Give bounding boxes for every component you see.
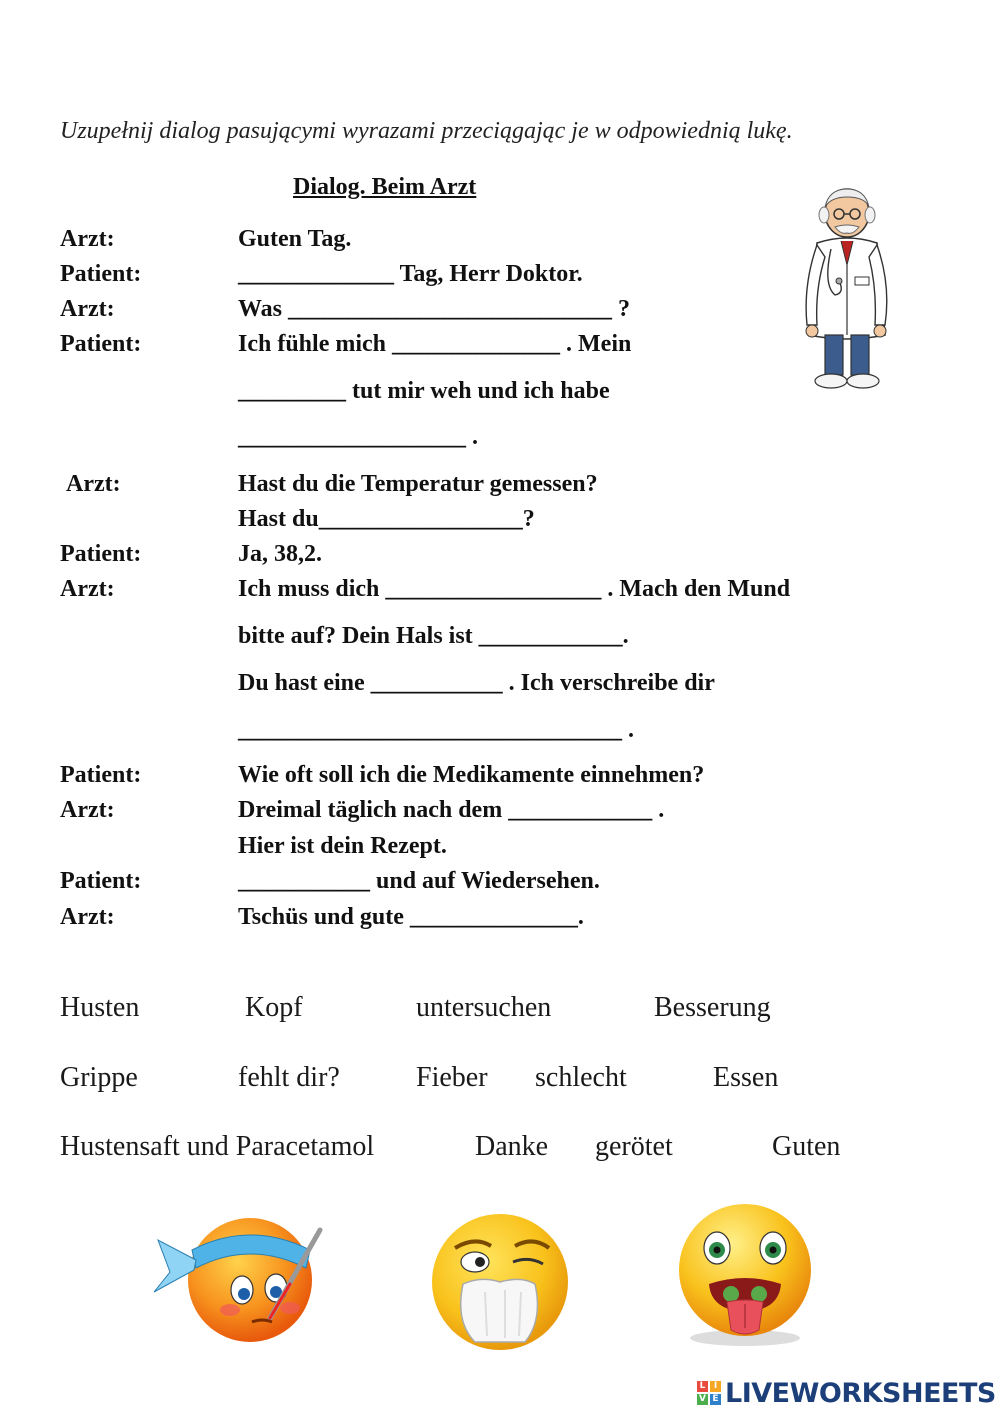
doctor-illustration — [795, 185, 895, 395]
dialog-line-gap[interactable]: bitte auf? Dein Hals ist ____________. — [238, 623, 629, 649]
speaker-label: Arzt: — [60, 296, 115, 322]
dialog-line-gap[interactable]: _____________ Tag, Herr Doktor. — [238, 261, 583, 287]
dialog-line-gap[interactable]: Tschüs und gute ______________. — [238, 904, 584, 930]
dialog-line-gap[interactable]: Hast du_________________? — [238, 506, 535, 532]
dialog-line: Hier ist dein Rezept. — [238, 833, 447, 859]
dialog-title: Dialog. Beim Arzt — [293, 174, 477, 200]
dialog-line: Ja, 38,2. — [238, 541, 322, 567]
dialog-line-gap[interactable]: Was ___________________________ ? — [238, 296, 631, 322]
speaker-label: Patient: — [60, 541, 142, 567]
instruction-text: Uzupełnij dialog pasującymi wyrazami przeciągając je w odpowiednią lukę. — [60, 118, 793, 144]
liveworksheets-logo — [697, 1376, 996, 1410]
word-bank-item[interactable]: Husten — [60, 992, 140, 1023]
speaker-label: Patient: — [60, 331, 142, 357]
word-bank-item[interactable]: fehlt dir? — [238, 1062, 340, 1093]
word-bank-item[interactable]: Besserung — [654, 992, 771, 1023]
dialog-line-gap[interactable]: _________ tut mir weh und ich habe — [238, 378, 610, 404]
speaker-label: Patient: — [60, 261, 142, 287]
dialog-line-gap[interactable]: ________________________________ . — [238, 717, 634, 743]
dialog-line: Hast du die Temperatur gemessen? — [238, 471, 598, 497]
word-bank-item[interactable]: gerötet — [595, 1131, 673, 1162]
dialog-line-gap[interactable]: Dreimal täglich nach dem ____________ . — [238, 797, 665, 823]
word-bank-item[interactable]: Guten — [772, 1131, 841, 1162]
speaker-label: Arzt: — [60, 226, 115, 252]
word-bank-item[interactable]: Fieber — [416, 1062, 488, 1093]
speaker-label: Arzt: — [66, 471, 121, 497]
sore-throat-emoji — [675, 1198, 815, 1348]
dialog-line: Wie oft soll ich die Medikamente einnehmen? — [238, 762, 705, 788]
dialog-line-gap[interactable]: ___________ und auf Wiedersehen. — [238, 868, 600, 894]
word-bank-item[interactable]: Hustensaft und Paracetamol — [60, 1131, 375, 1162]
speaker-label: Arzt: — [60, 904, 115, 930]
speaker-label: Patient: — [60, 762, 142, 788]
logo-mark-icon: L I V E — [697, 1381, 721, 1405]
word-bank-item[interactable]: Danke — [475, 1131, 549, 1162]
word-bank-item[interactable]: schlecht — [535, 1062, 627, 1093]
speaker-label: Arzt: — [60, 576, 115, 602]
word-bank-item[interactable]: Kopf — [245, 992, 303, 1023]
sick-fever-emoji — [150, 1210, 330, 1345]
brand-name: LIVEWORKSHEETS — [725, 1377, 996, 1409]
speaker-label: Patient: — [60, 868, 142, 894]
word-bank-item[interactable]: Grippe — [60, 1062, 138, 1093]
sneezing-emoji — [425, 1212, 575, 1352]
word-bank-item[interactable]: untersuchen — [416, 992, 552, 1023]
dialog-line-gap[interactable]: ___________________ . — [238, 424, 478, 450]
dialog-line: Guten Tag. — [238, 226, 352, 252]
dialog-line-gap[interactable]: Ich fühle mich ______________ . Mein — [238, 331, 632, 357]
word-bank-item[interactable]: Essen — [713, 1062, 779, 1093]
speaker-label: Arzt: — [60, 797, 115, 823]
dialog-line-gap[interactable]: Ich muss dich __________________ . Mach den Mund — [238, 576, 791, 602]
dialog-line-gap[interactable]: Du hast eine ___________ . Ich verschreibe dir — [238, 670, 715, 696]
